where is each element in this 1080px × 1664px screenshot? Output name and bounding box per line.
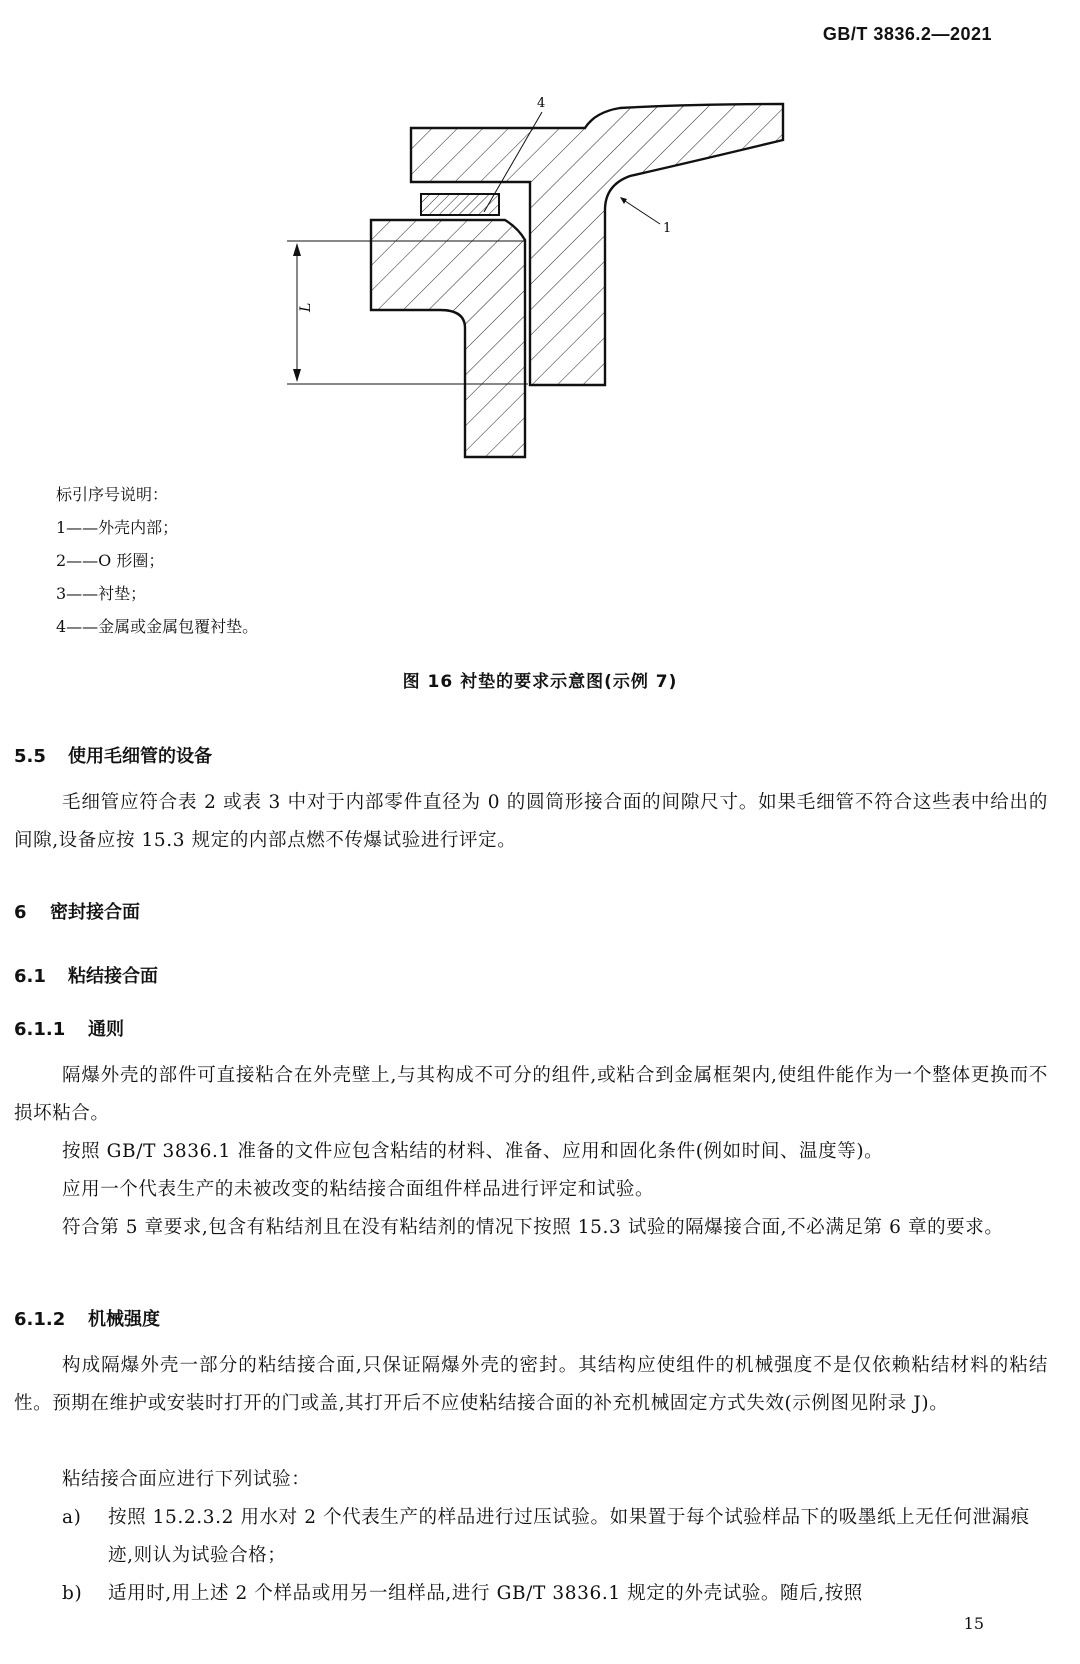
- list-item-b: [62, 1575, 1048, 1613]
- cover-part: [371, 220, 525, 457]
- section-title: 机械强度: [88, 1309, 160, 1330]
- section-number: 6.1.1: [14, 1019, 66, 1040]
- section-heading-6-1-1: [14, 1015, 124, 1041]
- standard-number: GB/T 3836.2—2021: [822, 24, 992, 44]
- section-heading-6-1-2: [14, 1305, 160, 1331]
- list-marker: b): [62, 1583, 83, 1604]
- page-number: 15: [963, 1614, 984, 1633]
- dimension-label-L: L: [298, 302, 314, 312]
- paragraph: 按照 GB/T 3836.1 准备的文件应包含粘结的材料、准备、应用和固化条件(例如时间、温度等)。: [62, 1141, 884, 1162]
- section-title: 粘结接合面: [68, 966, 158, 987]
- figure-caption: 图 16 衬垫的要求示意图(示例 7): [402, 672, 678, 692]
- section-title: 通则: [88, 1019, 124, 1040]
- metal-gasket: [421, 194, 499, 215]
- paragraph: 隔爆外壳的部件可直接粘合在外壳壁上,与其构成不可分的组件,或粘合到金属框架内,使组件能作为一个整体更换而不损坏粘合。: [14, 1065, 1048, 1124]
- section-number: 5.5: [14, 746, 46, 767]
- list-marker: a): [62, 1507, 82, 1528]
- list-text: 适用时,用上述 2 个样品或用另一组样品,进行 GB/T 3836.1 规定的外壳试验。随后,按照: [108, 1583, 863, 1604]
- section-number: 6: [14, 902, 27, 923]
- section-number: 6.1.2: [14, 1309, 66, 1330]
- paragraph: 符合第 5 章要求,包含有粘结剂且在没有粘结剂的情况下按照 15.3 试验的隔爆接合面,不必满足第 6 章的要求。: [62, 1217, 1004, 1238]
- legend-item: 1——外壳内部；: [56, 518, 179, 537]
- paragraph: 构成隔爆外壳一部分的粘结接合面,只保证隔爆外壳的密封。其结构应使组件的机械强度不是仅依赖粘结材料的粘结性。预期在维护或安装时打开的门或盖,其打开后不应使粘结接合面的补充机械固定方式失效(示例图见附录 J)。: [14, 1355, 1048, 1414]
- section-heading-5-5: [14, 742, 212, 768]
- gasket-diagram: [0, 0, 1080, 460]
- legend-item: 4——金属或金属包覆衬垫。: [56, 617, 259, 636]
- legend-title: 标引序号说明：: [56, 485, 169, 504]
- section-number: 6.1: [14, 966, 46, 987]
- callout-4: 4: [537, 96, 546, 111]
- legend-item: 2——O 形圈；: [56, 551, 165, 570]
- legend-item: 3——衬垫；: [56, 584, 147, 603]
- list-text: 按照 15.2.3.2 用水对 2 个代表生产的样品进行过压试验。如果置于每个试验样品下的吸墨纸上无任何泄漏痕迹,则认为试验合格；: [108, 1507, 1030, 1566]
- section-title: 密封接合面: [50, 902, 140, 923]
- section-heading-6-1: [14, 962, 158, 988]
- paragraph: 毛细管应符合表 2 或表 3 中对于内部零件直径为 0 的圆筒形接合面的间隙尺寸。如果毛细管不符合这些表中给出的间隙,设备应按 15.3 规定的内部点燃不传爆试验进行评定。: [14, 792, 1048, 851]
- paragraph: 应用一个代表生产的未被改变的粘结接合面组件样品进行评定和试验。: [62, 1179, 655, 1200]
- section-title: 使用毛细管的设备: [68, 746, 212, 767]
- paragraph: 粘结接合面应进行下列试验：: [62, 1469, 311, 1490]
- list-item-a: [62, 1499, 1048, 1575]
- figure-legend: [56, 478, 258, 643]
- callout-1: 1: [663, 221, 672, 236]
- section-heading-6: [14, 898, 140, 924]
